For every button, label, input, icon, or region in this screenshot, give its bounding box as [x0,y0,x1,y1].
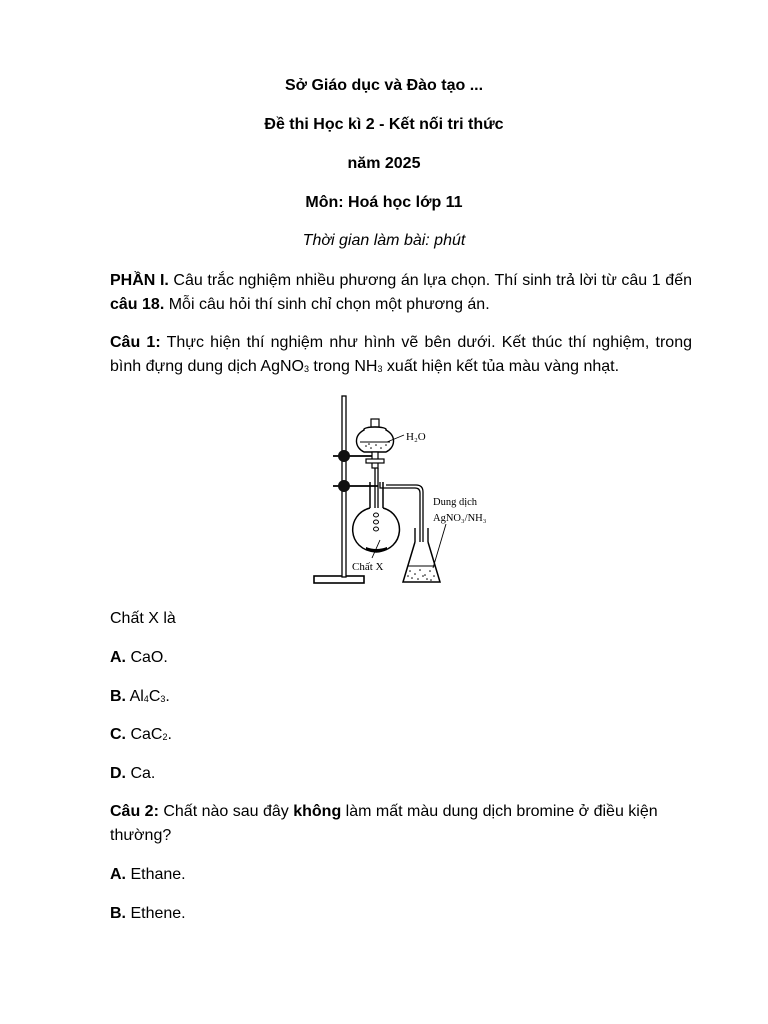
header-year: năm 2025 [347,155,421,172]
option-text: Ethene. [126,905,186,922]
question-2-text-c: làm mất màu dung dịch bromine ở điều kiện thường? [110,803,658,844]
question-2-option-b[interactable] [110,902,692,926]
question-2-option-a[interactable] [110,863,692,887]
header-department: Sở Giáo dục và Đào tạo ... [284,77,484,94]
header-exam-title: Đề thi Học kì 2 - Kết nối tri thức [264,116,504,133]
question-2-bold-word: không [293,803,342,820]
question-1-option-b[interactable] [110,685,692,711]
option-text: Ca. [126,765,156,782]
question-1-option-d[interactable] [110,762,692,786]
question-2-stem [110,800,692,848]
question-1-stem [110,331,692,381]
question-1-option-c[interactable] [110,723,692,749]
part1-text-a: Câu trắc nghiệm nhiều phương án lựa chọn. Thí sinh trả lời từ câu 1 đến [168,272,692,289]
clamp-knob-lower [338,480,350,492]
question-1-text-a: Thực hiện thí nghiệm như hình vẽ bên dưới. Kết thúc thí nghiệm, trong bình đựng dung dịch AgNO [110,334,693,375]
conical-flask [403,528,440,582]
question-1-sub-b: 3 [377,364,383,374]
part1-instructions [110,269,692,317]
part1-label: PHẦN I. [110,272,169,289]
question-2-text-a: Chất nào sau đây [158,803,294,820]
option-letter: B. [110,688,126,705]
experiment-diagram [300,390,510,590]
question-2-label: Câu 2: [110,803,159,820]
question-1-text-c: xuất hiện kết tủa màu vàng nhạt. [382,358,620,375]
option-text: CaO. [126,649,168,666]
option-text: Ethane. [126,866,186,883]
label-water: H₂O [406,431,426,443]
part1-bold-range: câu 18. [110,296,165,313]
option-text-c: . [165,688,170,705]
question-1-sub-a: 3 [303,364,309,374]
question-1-prompt: Chất X là [110,610,176,627]
label-solid-x: Chất X [352,561,384,573]
option-sub-a: 2 [162,732,168,742]
part1-text-c: Mỗi câu hỏi thí sinh chỉ chọn một phương án. [164,296,490,313]
option-text-c: . [167,726,172,743]
option-sub-b: 3 [160,694,166,704]
option-text-a: CaC [126,726,163,743]
option-sub-a: 4 [143,694,149,704]
clamp-knob-upper [338,450,350,462]
option-text-b: C [148,688,161,705]
question-1-option-a[interactable] [110,646,692,670]
option-letter: A. [110,866,126,883]
option-letter: D. [110,765,126,782]
option-letter: B. [110,905,126,922]
option-text-a: Al [126,688,144,705]
stand-base [314,576,364,583]
header-duration: Thời gian làm bài: phút [302,232,466,249]
question-1-text-b: trong NH [308,358,378,375]
round-flask [353,482,400,552]
label-solution-line1: Dung dịch [433,497,478,508]
option-letter: A. [110,649,126,666]
header-subject: Môn: Hoá học lớp 11 [305,194,463,211]
option-letter: C. [110,726,126,743]
question-1-label: Câu 1: [110,334,161,351]
label-solution-line2: AgNO₃/NH₃ [433,513,487,524]
